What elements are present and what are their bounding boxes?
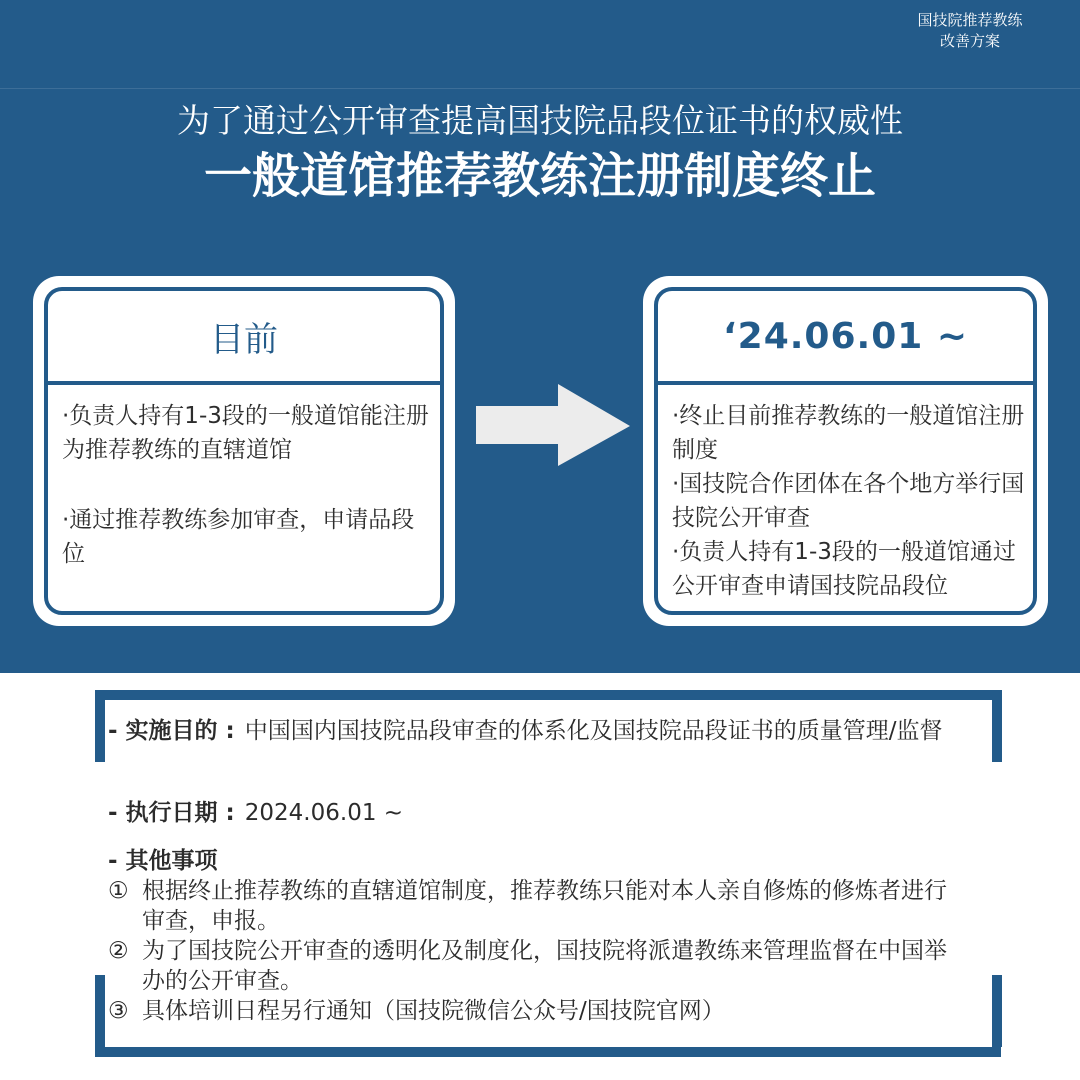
- current-card: [33, 276, 455, 626]
- others-label: - 其他事项: [108, 848, 218, 874]
- current-card-title: 目前: [48, 291, 440, 385]
- bottom-bracket-right: [992, 975, 1002, 1047]
- note-item: [108, 936, 958, 996]
- purpose-label: - 实施目的 :: [108, 718, 235, 744]
- corner-label: [900, 10, 1040, 52]
- top-bracket-left-top: [95, 690, 1001, 700]
- note-text-2: 为了国技院公开审查的透明化及制度化，国技院将派遣教练来管理监督在中国举办的公开审查。: [142, 938, 947, 994]
- note-item: [108, 996, 958, 1026]
- future-card: [643, 276, 1048, 626]
- future-item-3: ·负责人持有1-3段的一般道馆通过公开审查申请国技院品段位: [672, 539, 1016, 599]
- others-section: [108, 846, 958, 1026]
- note-number-1: ①: [108, 878, 129, 904]
- future-item-2: ·国技院合作团体在各个地方举行国技院公开审查: [672, 471, 1025, 531]
- corner-line-1: 国技院推荐教练: [917, 11, 1023, 29]
- date-row: [108, 798, 403, 828]
- bottom-bracket-bottom: [95, 1047, 1001, 1057]
- page-title: 一般道馆推荐教练注册制度终止: [203, 148, 876, 204]
- page-subtitle: 为了通过公开审查提高国技院品段位证书的权威性: [177, 101, 903, 140]
- purpose-row: [108, 716, 978, 746]
- arrow-right-icon: [470, 378, 640, 478]
- top-bracket-right: [992, 690, 1002, 762]
- note-number-2: ②: [108, 938, 129, 964]
- current-item-2: ·通过推荐教练参加审查，申请品段位: [62, 507, 415, 567]
- bottom-bracket-left: [95, 975, 105, 1047]
- note-text-3: 具体培训日程另行通知（国技院微信公众号/国技院官网）: [142, 998, 725, 1024]
- future-card-title: ‘24.06.01 ~: [658, 291, 1033, 385]
- note-text-1: 根据终止推荐教练的直辖道馆制度，推荐教练只能对本人亲自修炼的修炼者进行审查，申报。: [142, 878, 947, 934]
- future-card-body: [672, 399, 1027, 603]
- note-number-3: ③: [108, 998, 129, 1024]
- future-item-1: ·终止目前推荐教练的一般道馆注册制度: [672, 403, 1025, 463]
- date-value: 2024.06.01 ~: [244, 800, 404, 826]
- current-item-1: ·负责人持有1-3段的一般道馆能注册为推荐教练的直辖道馆: [62, 403, 429, 463]
- note-item: [108, 876, 958, 936]
- purpose-value: 中国国内国技院品段审查的体系化及国技院品段证书的质量管理/监督: [244, 718, 943, 744]
- divider: [0, 88, 1080, 89]
- current-card-body: [62, 399, 434, 607]
- date-label: - 执行日期 :: [108, 800, 235, 826]
- corner-line-2: 改善方案: [939, 32, 1000, 50]
